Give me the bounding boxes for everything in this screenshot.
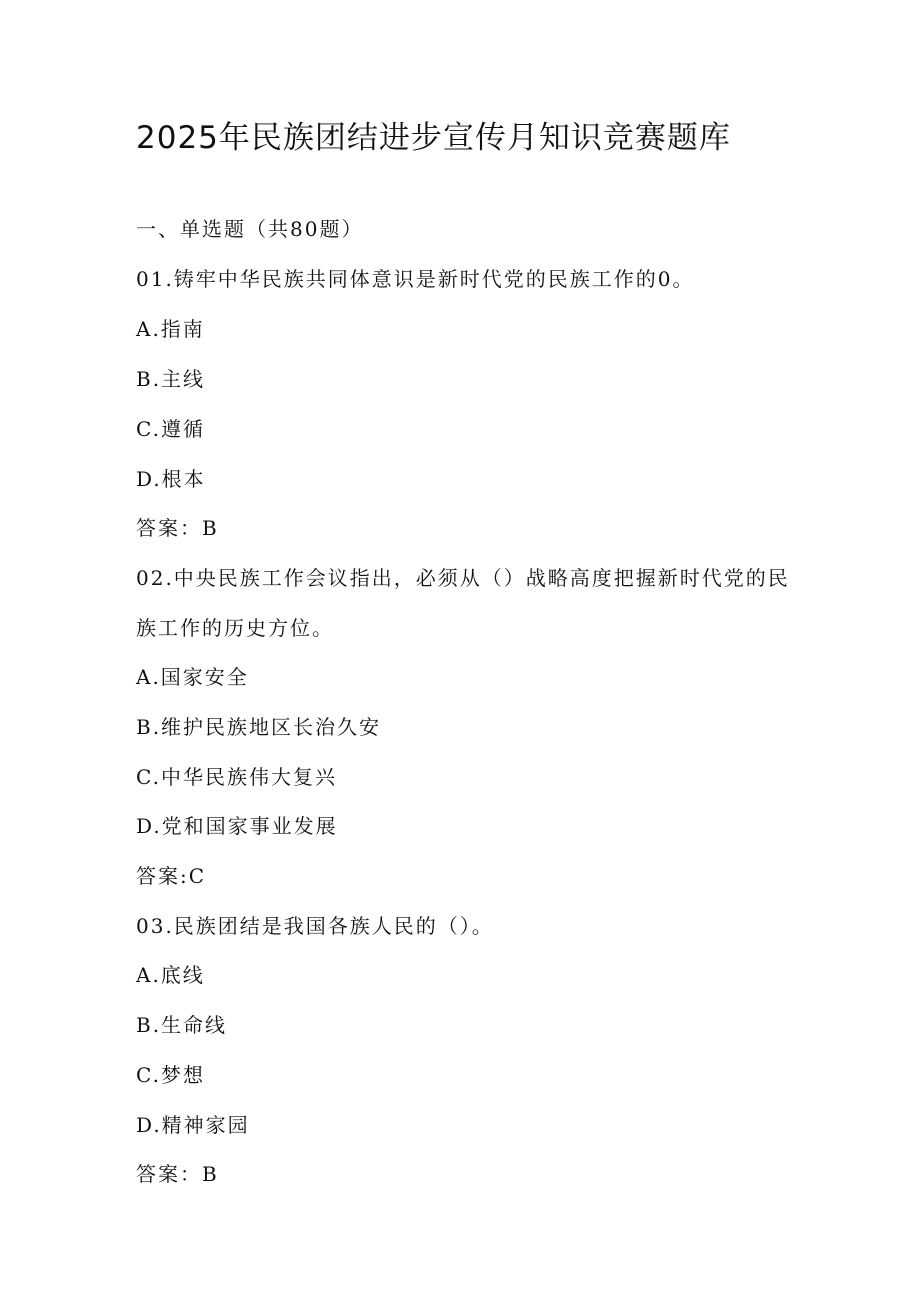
question-2-stem-line-1: 02.中央民族工作会议指出，必须从（）战略高度把握新时代党的民 bbox=[136, 566, 790, 590]
document-title: 2025年民族团结进步宣传月知识竞赛题库 bbox=[136, 120, 731, 156]
question-1-answer: 答案：B bbox=[136, 516, 219, 540]
question-2-answer: 答案:C bbox=[136, 864, 207, 888]
question-2-option-c: C.中华民族伟大复兴 bbox=[136, 765, 337, 789]
question-3-answer: 答案：B bbox=[136, 1162, 219, 1186]
question-2-option-a: A.国家安全 bbox=[136, 665, 249, 689]
question-2-stem-line-2: 族工作的历史方位。 bbox=[136, 616, 334, 640]
question-3-stem: 03.民族团结是我国各族人民的（）。 bbox=[136, 914, 494, 938]
question-3-option-d: D.精神家园 bbox=[136, 1113, 250, 1137]
question-3-option-c: C.梦想 bbox=[136, 1063, 205, 1087]
question-1-option-c: C.遵循 bbox=[136, 417, 205, 441]
question-1-stem: 01.铸牢中华民族共同体意识是新时代党的民族工作的0。 bbox=[136, 267, 695, 291]
question-1-option-b: B.主线 bbox=[136, 367, 206, 391]
section-heading: 一、单选题（共80题） bbox=[136, 217, 364, 241]
question-1-option-a: A.指南 bbox=[136, 317, 205, 341]
question-2-option-b: B.维护民族地区长治久安 bbox=[136, 715, 382, 739]
question-2-option-d: D.党和国家事业发展 bbox=[136, 814, 338, 838]
question-3-option-b: B.生命线 bbox=[136, 1013, 228, 1037]
question-3-option-a: A.底线 bbox=[136, 963, 205, 987]
question-1-option-d: D.根本 bbox=[136, 467, 206, 491]
